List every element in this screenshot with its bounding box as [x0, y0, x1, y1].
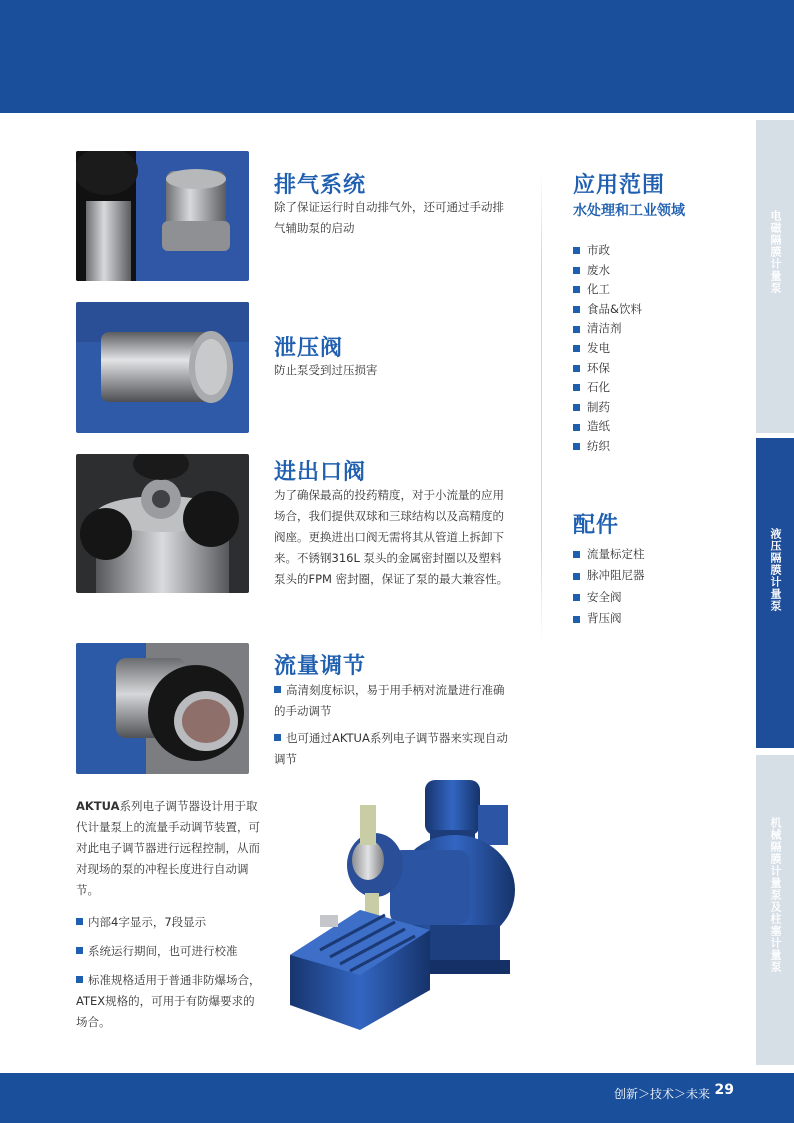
flow-bullet-1: 高清刻度标识，易于用手柄对流量进行准确的手动调节 [274, 683, 505, 718]
bullet-square-icon [573, 286, 580, 293]
page-number: 29 [714, 1082, 734, 1098]
footer-slogan: 创新＞技术＞未来 [613, 1087, 710, 1101]
inlet-outlet-valve-text: 为了确保最高的投药精度，对于小流量的应用场合，我们提供双球和三球结构以及高精度的阀座。更换进出口阀无需将其从管道上拆卸下来。不锈钢316L 泵头的金属密封圈以及塑料泵头的FPM 密封圈，保证了泵的最大兼容性。 [274, 488, 509, 586]
bullet-square-icon [573, 551, 580, 558]
metering-pump-illustration [280, 775, 530, 1040]
bullet-square-icon [573, 306, 580, 313]
list-item: 纺织 [573, 437, 642, 457]
aktua-bullet-3: 标准规格适用于普通非防爆场合，ATEX规格的，可用于有防爆要求的场合。 [76, 973, 261, 1029]
list-item: 流量标定柱 [573, 544, 645, 566]
bullet-square-icon [573, 326, 580, 333]
inlet-outlet-valve-title: 进出口阀 [274, 460, 367, 485]
bullet-square-icon [573, 365, 580, 372]
list-item: 石化 [573, 378, 642, 398]
relief-valve-title: 泄压阀 [274, 336, 344, 361]
bullet-square-icon [573, 267, 580, 274]
bullet-square-icon [573, 573, 580, 580]
flow-adjustment-photo [76, 643, 249, 774]
bullet-square-icon [76, 976, 83, 983]
flow-bullet-2: 也可通过AKTUA系列电子调节器来实现自动调节 [274, 731, 508, 766]
bullet-square-icon [573, 616, 580, 623]
exhaust-system-title: 排气系统 [274, 173, 367, 198]
bullet-square-icon [573, 443, 580, 450]
side-tab-label: 电磁隔膜计量泵 [769, 210, 782, 294]
bullet-square-icon [573, 345, 580, 352]
list-item: 造纸 [573, 417, 642, 437]
column-divider [541, 172, 542, 642]
side-tab-electromagnetic[interactable] [756, 120, 794, 433]
list-item: 市政 [573, 241, 642, 261]
list-item: 安全阀 [573, 587, 645, 609]
bullet-square-icon [573, 247, 580, 254]
bullet-square-icon [573, 384, 580, 391]
flow-adjustment-title: 流量调节 [274, 654, 367, 679]
footer-band [0, 1073, 794, 1123]
list-item: 环保 [573, 359, 642, 379]
relief-valve-text: 防止泵受到过压损害 [274, 363, 378, 377]
bullet-square-icon [573, 404, 580, 411]
applications-subtitle: 水处理和工业领域 [573, 203, 685, 219]
bullet-square-icon [274, 734, 281, 741]
side-tab-mechanical[interactable] [756, 755, 794, 1065]
list-item: 发电 [573, 339, 642, 359]
aktua-bullet-2: 系统运行期间，也可进行校准 [76, 941, 266, 962]
bullet-square-icon [573, 424, 580, 431]
bullet-square-icon [76, 918, 83, 925]
relief-valve-photo [76, 302, 249, 433]
aktua-intro: AKTUA系列电子调节器设计用于取代计量泵上的流量手动调节装置，可对此电子调节器进行远程控制，从而对现场的泵的冲程长度进行自动调节。 [76, 799, 260, 897]
list-item: 清洁剂 [573, 319, 642, 339]
list-item: 废水 [573, 261, 642, 281]
side-tab-hydraulic[interactable] [756, 438, 794, 748]
applications-title: 应用范围 [573, 173, 666, 198]
applications-list [573, 241, 642, 457]
list-item: 脉冲阻尼器 [573, 566, 645, 588]
list-item: 制药 [573, 398, 642, 418]
side-tab-label: 液压隔膜计量泵 [769, 528, 782, 612]
bullet-square-icon [76, 947, 83, 954]
accessories-list [573, 544, 645, 630]
aktua-bullet-1: 内部4字显示，7段显示 [76, 912, 266, 933]
exhaust-system-text: 除了保证运行时自动排气外，还可通过手动排气辅助泵的启动 [274, 200, 504, 235]
accessories-title: 配件 [573, 513, 620, 538]
inlet-outlet-valve-photo [76, 454, 249, 593]
bullet-square-icon [274, 686, 281, 693]
list-item: 食品&饮料 [573, 300, 642, 320]
list-item: 背压阀 [573, 609, 645, 631]
header-band [0, 0, 794, 113]
side-tab-label: 机械隔膜计量泵及柱塞计量泵 [769, 817, 782, 973]
bullet-square-icon [573, 594, 580, 601]
list-item: 化工 [573, 280, 642, 300]
exhaust-system-photo [76, 151, 249, 281]
